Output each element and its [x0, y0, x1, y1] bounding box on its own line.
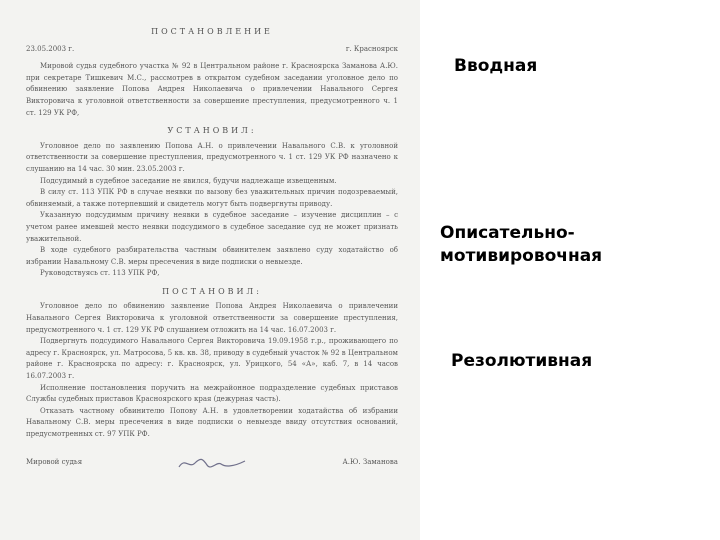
established-paragraph: Уголовное дело по заявлению Попова А.Н. о привлечении Навального С.В. к уголовной ответственности за совершение преступления, предусмотренного ч. 1 ст. 129 УК РФ назначено к слушанию на 14 час. 30 мин. 23.05.2003 г. — [26, 141, 398, 173]
descriptive-part-label: Описательно-мотивировочная — [440, 223, 603, 266]
section-heading-decided: ПОСТАНОВИЛ: — [162, 286, 262, 296]
established-paragraph: В ходе судебного разбирательства частным обвинителем заявлено суду ходатайство об избрании Навальному С.В. меры пресечения в виде подписки о невыезде. — [26, 246, 398, 266]
document-city: г. Красноярск — [345, 44, 398, 53]
decided-paragraph: Подвергнуть подсудимого Навального Сергея Викторовича 19.09.1958 г.р., проживающего по адресу г. Красноярск, ул. Матросова, 5 кв. кв. 38, приводу в судебный участок № 92 в Центральном районе г. Красноярска по адресу: г. Красноярск, ул. Урицкого, 54 «А», каб. 7, в 14 часов 16.07.2003 г. — [26, 337, 398, 381]
resolutive-part-label: Резолютивная — [451, 351, 593, 371]
document-intro-paragraph: Мировой судья судебного участка № 92 в Центральном районе г. Красноярска Заманова А.Ю. при секретаре Тишкевич М.С., рассмотрев в открытом судебном заседании уголовное дело по обвинению заявление Попова Андрея Николаевича о привлечении Навального Сергея Викторовича к уголовной ответственности за совершение преступления, предусмотренного ч. 1 ст. 129 УК РФ, — [26, 62, 398, 117]
signature-name: А.Ю. Заманова — [342, 457, 398, 466]
established-paragraph: Руководствуясь ст. 113 УПК РФ, — [40, 269, 160, 278]
signature-title: Мировой судья — [26, 457, 83, 466]
signature-row — [18, 455, 406, 471]
court-decision-document — [18, 22, 406, 527]
established-paragraph: Подсудимый в судебное заседание не явился, будучи надлежаще извещенным. — [40, 176, 337, 185]
established-paragraph: Указанную подсудимым причину неявки в судебное заседание – изучение дисциплин – с учетом ранее имевшей место неявки подсудимого в судебное заседание суд не может признать уважительной. — [26, 211, 398, 243]
document-heading: ПОСТАНОВЛЕНИЕ — [151, 27, 273, 36]
decided-paragraph: Уголовное дело по обвинению заявление Попова Андрея Николаевича о привлечении Навального Сергея Викторовича к уголовной ответственности за совершение преступления, предусмотренного ч. 1 ст. 129 УК РФ слушанием отложить на 14 час. 16.07.2003 г. — [26, 302, 398, 334]
labels-panel — [420, 0, 720, 540]
established-paragraph: В силу ст. 113 УПК РФ в случае неявки по вызову без уважительных причин подозреваемый, обвиняемый, а также потерпевший и свидетель могут быть подвергнуты приводу. — [26, 188, 398, 208]
document-meta-row — [18, 44, 406, 56]
handwritten-signature — [177, 455, 247, 471]
document-date: 23.05.2003 г. — [26, 44, 75, 53]
section-heading-established: УСТАНОВИЛ: — [167, 126, 257, 136]
decided-paragraph: Исполнение постановления поручить на межрайонное подразделение судебных приставов Службы судебных приставов Красноярского края (дежурная часть). — [26, 383, 398, 404]
intro-part-label: Вводная — [454, 56, 538, 76]
decided-paragraph: Отказать частному обвинителю Попову А.Н. в удовлетворении ходатайства об избрании Навальному С.В. меры пресечения в виде подписки о невыезде ввиду отсутствия оснований, предусмотренных ст. 97 УПК РФ. — [26, 406, 398, 438]
